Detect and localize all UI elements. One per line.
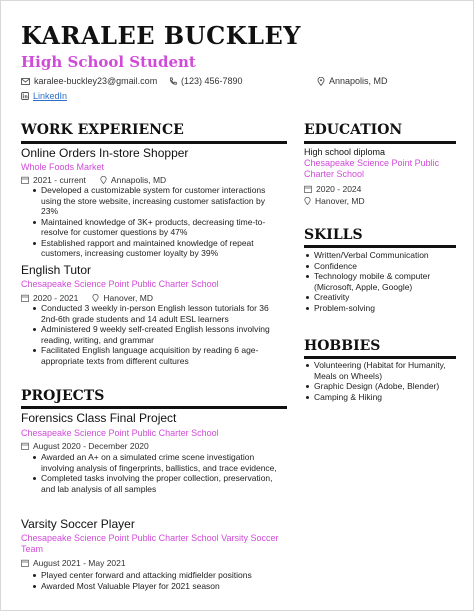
- project-meta: [21, 558, 126, 568]
- projects-divider: [21, 406, 287, 409]
- list-item: Confidence: [304, 261, 456, 272]
- email-contact[interactable]: [21, 76, 157, 86]
- job-meta: [21, 175, 166, 185]
- calendar-icon: [21, 559, 29, 567]
- skills-list: [304, 250, 456, 313]
- phone-contact[interactable]: [169, 76, 243, 86]
- project-org: Chesapeake Science Point Public Charter School: [21, 428, 219, 438]
- list-item: Camping & Hiking: [304, 392, 456, 403]
- list-item: Maintained knowledge of 3K+ products, decreasing time-to-resolve for customer questions by 47%: [31, 217, 283, 238]
- list-item: Administered 9 weekly self-created English lessons involving reading, writing, and grammar: [31, 324, 283, 345]
- list-item: Awarded Most Valuable Player for 2021 season: [31, 581, 283, 592]
- education-heading: EDUCATION: [304, 122, 403, 138]
- school-name: Chesapeake Science Point Public Charter School: [304, 158, 440, 179]
- email-text: karalee-buckley23@gmail.com: [34, 76, 158, 86]
- phone-icon: [169, 77, 177, 86]
- work-experience-heading: WORK EXPERIENCE: [21, 122, 184, 138]
- list-item: Creativity: [304, 292, 456, 303]
- list-item: Problem-solving: [304, 303, 456, 314]
- map-pin-icon: [304, 197, 311, 205]
- list-item: Developed a customizable system for customer interactions using the store website, increasing customer satisfaction by 23%: [31, 185, 283, 217]
- list-item: Played center forward and attacking midfielder positions: [31, 570, 283, 581]
- project-dates: August 2021 - May 2021: [33, 558, 126, 568]
- skills-heading: SKILLS: [304, 227, 363, 243]
- calendar-icon: [21, 442, 29, 450]
- job-location: Annapolis, MD: [110, 175, 167, 185]
- list-item: Volunteering (Habitat for Humanity, Meals on Wheels): [304, 360, 456, 381]
- linkedin-link[interactable]: LinkedIn: [33, 91, 68, 101]
- projects-heading: PROJECTS: [21, 388, 105, 404]
- list-item: Conducted 3 weekly in-person English lesson tutorials for 36 2nd-6th grade students and 14 adult ESL learners: [31, 303, 283, 324]
- project-title: Forensics Class Final Project: [21, 411, 177, 425]
- project-title: Varsity Soccer Player: [21, 517, 135, 531]
- list-item: Awarded an A+ on a simulated crime scene investigation involving analysis of fingerprints, ballistics, and trace evidence,: [31, 452, 283, 473]
- candidate-name: KARALEE BUCKLEY: [21, 21, 301, 50]
- job-dates: 2021 - current: [33, 175, 86, 185]
- calendar-icon: [304, 185, 312, 193]
- job-bullet-list: [31, 303, 283, 366]
- job-dates: 2020 - 2021: [33, 293, 79, 303]
- job-meta: [21, 293, 153, 303]
- linkedin-contact[interactable]: [21, 91, 67, 101]
- project-bullet-list: [31, 570, 283, 591]
- map-pin-icon: [92, 294, 99, 302]
- list-item: Facilitated English language acquisition by reading 6 age-appropriate texts from different cultures: [31, 345, 283, 366]
- location-contact: [317, 76, 388, 86]
- hobbies-heading: HOBBIES: [304, 338, 381, 354]
- project-meta: [21, 441, 149, 451]
- candidate-title: High School Student: [21, 53, 196, 71]
- skills-divider: [304, 245, 456, 248]
- job-title: Online Orders In-store Shopper: [21, 146, 189, 160]
- education-location: Hanover, MD: [315, 196, 365, 206]
- calendar-icon: [21, 294, 29, 302]
- email-icon: [21, 78, 30, 85]
- job-location: Hanover, MD: [103, 293, 153, 303]
- project-org: Chesapeake Science Point Public Charter School Varsity Soccer Team: [21, 533, 279, 554]
- education-dates-row: [304, 184, 361, 194]
- list-item: Technology mobile & computer (Microsoft, Apple, Google): [304, 271, 456, 292]
- phone-text: (123) 456-7890: [181, 76, 243, 86]
- education-divider: [304, 141, 456, 144]
- calendar-icon: [21, 176, 29, 184]
- job-employer: Chesapeake Science Point Public Charter School: [21, 279, 219, 289]
- map-pin-icon: [100, 176, 107, 184]
- project-dates: August 2020 - December 2020: [33, 441, 149, 451]
- linkedin-icon: [21, 92, 29, 100]
- job-bullet-list: [31, 185, 283, 259]
- list-item: Written/Verbal Communication: [304, 250, 456, 261]
- work-experience-divider: [21, 141, 287, 144]
- list-item: Graphic Design (Adobe, Blender): [304, 381, 456, 392]
- list-item: Completed tasks involving the proper collection, preservation, and lab analysis of all samples: [31, 473, 283, 494]
- project-bullet-list: [31, 452, 283, 494]
- hobbies-list: [304, 360, 456, 402]
- hobbies-divider: [304, 356, 456, 359]
- education-location-row: [304, 196, 365, 206]
- list-item: Established rapport and maintained knowledge of repeat customers, increasing customer loyalty by 39%: [31, 238, 283, 259]
- map-pin-icon: [317, 77, 325, 86]
- degree: High school diploma: [304, 147, 386, 157]
- education-dates: 2020 - 2024: [316, 184, 362, 194]
- job-employer: Whole Foods Market: [21, 162, 105, 172]
- location-text: Annapolis, MD: [329, 76, 388, 86]
- job-title: English Tutor: [21, 263, 92, 277]
